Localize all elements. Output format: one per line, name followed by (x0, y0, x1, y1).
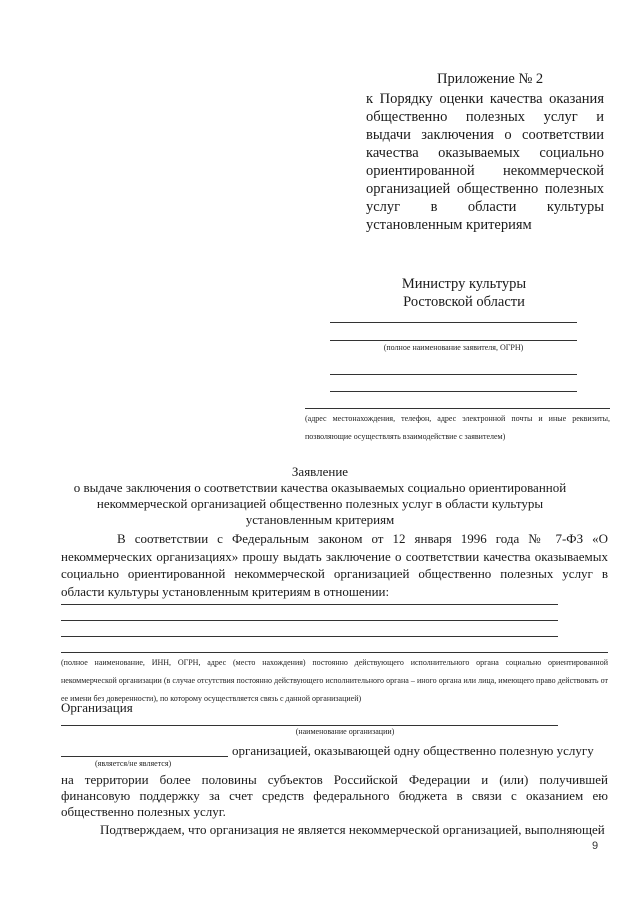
is-or-not-caption: (является/не является) (95, 759, 172, 768)
applicant-address-line-2[interactable] (330, 391, 577, 392)
applicant-name-line-1[interactable] (330, 322, 577, 323)
org-name-line[interactable] (61, 725, 558, 726)
address-caption: (адрес местонахождения, телефон, адрес электронной почты и иные реквизиты, позволяющие осуществлять взаимодействие с заявителем) (305, 414, 610, 441)
addressee (384, 275, 544, 311)
is-or-not-line[interactable] (61, 756, 228, 757)
statement-paragraph-3 (61, 822, 608, 838)
org-details-caption: (полное наименование, ИНН, ОГРН, адрес (место нахождения) постоянно действующего исполнительного органа социально ориентированной некоммерческой организации (в случае отсутствия постоянно действующего исполнительного органа – иного органа или лица, имеющего право действовать от ее имени без доверенности), по которому осуществляется связь с данной организацией) (61, 658, 608, 703)
paragraph-1-text: В соответствии с Федеральным законом от 12 января 1996 года № 7-ФЗ «О некоммерческих организациях» прошу выдать заключение о соответствии качества оказываемых социально ориентированной некоммерческой организацией общественно полезных услуг в области культуры установленным критериям в отношении: (61, 531, 608, 599)
organization-label: Организация (61, 700, 133, 715)
org-details-line-3[interactable] (61, 636, 558, 637)
org-name-caption: (наименование организации) (295, 727, 395, 736)
applicant-address-line-3[interactable] (305, 408, 610, 409)
statement-paragraph-1 (61, 530, 608, 600)
annex-body: к Порядку оценки качества оказания общественно полезных услуг и выдачи заключения о соответствии качества оказываемых социально ориентированной некоммерческой организацией общественно полезных услуг в области культуры установленным критериям (366, 91, 604, 233)
org-row-text: организацией, оказывающей одну общественно полезную услугу (232, 743, 594, 758)
statement-paragraph-2: на территории более половины субъектов Российской Федерации и (или) получившей финансовую поддержку за счет средств федерального бюджета в связи с оказанием ею общественно полезных услуг. (61, 772, 608, 819)
applicant-address-line-1[interactable] (330, 374, 577, 375)
applicant-name-line-2[interactable] (330, 340, 577, 341)
applicant-caption: (полное наименование заявителя, ОГРН) (383, 343, 524, 352)
org-details-line-2[interactable] (61, 620, 558, 621)
org-details-line-4[interactable] (61, 652, 608, 653)
addressee-line-2: Ростовской области (403, 294, 525, 310)
paragraph-3-text: Подтверждаем, что организация не является некоммерческой организацией, выполняющей (100, 822, 605, 837)
statement-title: Заявление (291, 464, 349, 479)
org-details-line-1[interactable] (61, 604, 558, 605)
statement-subtitle: о выдаче заключения о соответствии качества оказываемых социально ориентированной некоммерческой организацией общественно полезных услуг в области культуры установленным критериям (73, 480, 567, 527)
page-number: 9 (592, 840, 599, 852)
annex-title: Приложение № 2 (437, 71, 544, 87)
addressee-line-1: Министру культуры (401, 276, 527, 292)
